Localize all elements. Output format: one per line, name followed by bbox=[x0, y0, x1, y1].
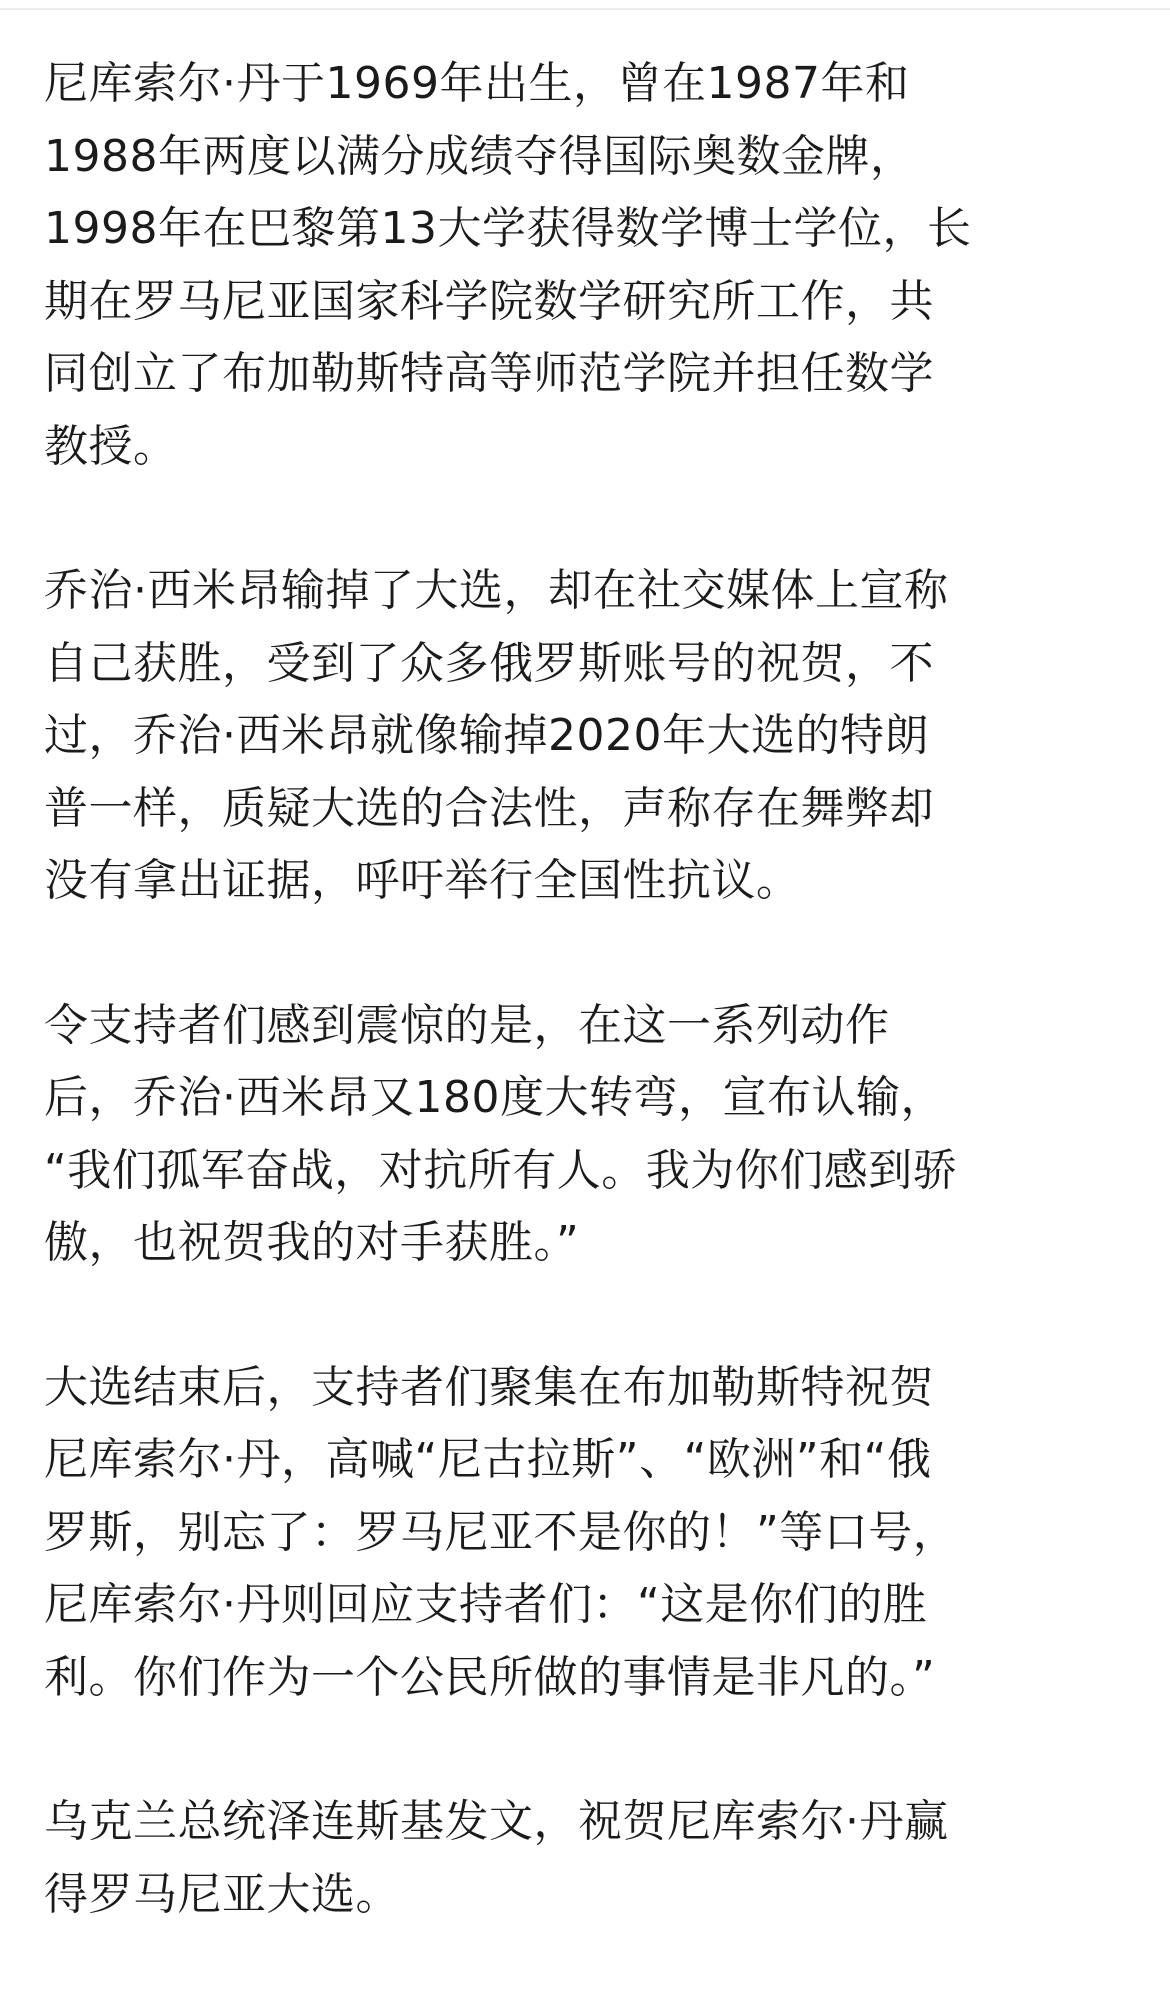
text-line: 自己获胜，受到了众多俄罗斯账号的祝贺，不 bbox=[44, 637, 934, 689]
text-line: 教授。 bbox=[44, 420, 178, 472]
text-line: 没有拿出证据，呼吁举行全国性抗议。 bbox=[44, 855, 801, 906]
text-line: 乌克兰总统泽连斯基发文，祝贺尼库索尔·丹赢 bbox=[44, 1796, 949, 1847]
text-line: 罗斯，别忘了：罗马尼亚不是你的！”等口号， bbox=[44, 1506, 958, 1558]
text-line: 尼库索尔·丹，高喊“尼古拉斯”、“欧洲”和“俄 bbox=[44, 1434, 932, 1485]
text-line: 1998年在巴黎第13大学获得数学博士学位，长 bbox=[44, 203, 972, 254]
top-divider bbox=[0, 8, 1170, 10]
paragraph-4 bbox=[44, 1352, 1114, 1715]
text-line: 后，乔治·西米昂又180度大转弯，宣布认输， bbox=[44, 1072, 945, 1123]
text-line: “我们孤军奋战，对抗所有人。我为你们感到骄 bbox=[44, 1144, 958, 1196]
text-line: 乔治·西米昂输掉了大选，却在社交媒体上宣称 bbox=[44, 565, 949, 616]
paragraph-1 bbox=[44, 48, 1114, 483]
text-line: 令支持者们感到震惊的是，在这一系列动作 bbox=[44, 999, 890, 1051]
article-body bbox=[44, 48, 1114, 2003]
text-line: 同创立了布加勒斯特高等师范学院并担任数学 bbox=[44, 348, 934, 399]
text-line: 得罗马尼亚大选。 bbox=[44, 1868, 400, 1920]
text-line: 过，乔治·西米昂就像输掉2020年大选的特朗 bbox=[44, 710, 929, 761]
text-line: 1988年两度以满分成绩夺得国际奥数金牌， bbox=[44, 130, 915, 182]
text-line: 期在罗马尼亚国家科学院数学研究所工作，共 bbox=[44, 275, 934, 327]
text-line: 普一样，质疑大选的合法性，声称存在舞弊却 bbox=[44, 782, 934, 834]
paragraph-5 bbox=[44, 1786, 1114, 1931]
text-line: 尼库索尔·丹则回应支持者们：“这是你们的胜 bbox=[44, 1579, 928, 1630]
text-line: 尼库索尔·丹于1969年出生，曾在1987年和 bbox=[44, 58, 910, 109]
text-line: 傲，也祝贺我的对手获胜。” bbox=[44, 1217, 580, 1268]
text-line: 大选结束后，支持者们聚集在布加勒斯特祝贺 bbox=[44, 1361, 934, 1413]
paragraph-2 bbox=[44, 555, 1114, 918]
paragraph-3 bbox=[44, 990, 1114, 1280]
text-line: 利。你们作为一个公民所做的事情是非凡的。” bbox=[44, 1651, 936, 1703]
